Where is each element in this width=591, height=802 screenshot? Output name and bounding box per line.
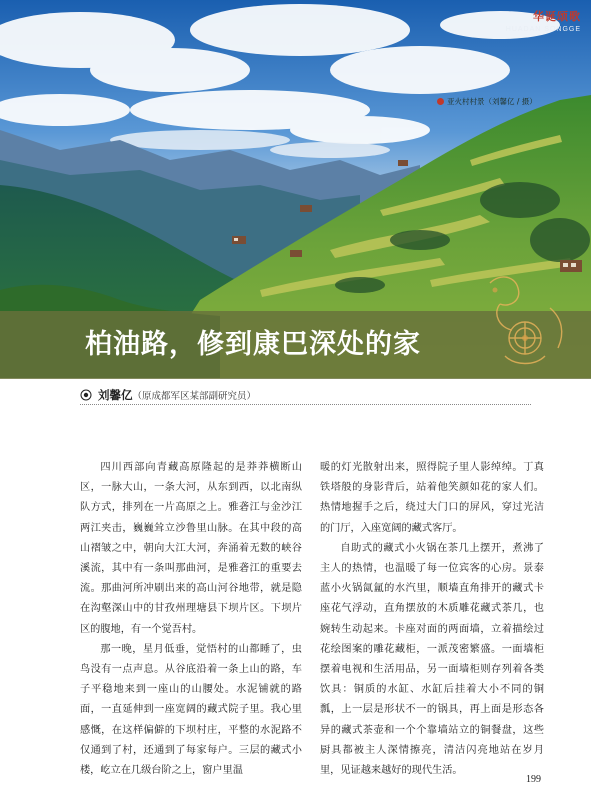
section-tag: [506, 8, 581, 33]
section-title-en: HUADAN SONGGE: [505, 26, 581, 33]
right-column: [320, 458, 544, 781]
section-title: 华诞颂歌: [533, 10, 581, 23]
page-number: 199: [526, 774, 541, 785]
author-name: 刘馨亿: [98, 388, 133, 402]
target-icon: [80, 389, 92, 401]
photo-caption-text: 亚火村村景（刘馨亿 / 摄）: [447, 97, 537, 106]
divider: [80, 404, 531, 405]
paragraph: 暖的灯光散射出来，照得院子里人影绰绰。丁真铁塔般的身影背后，站着他笑颜如花的家人们。热情地握手之后，绕过大门口的屏风，穿过光洁的门厅，入座宽阔的藏式客厅。: [320, 462, 544, 534]
bullet-icon: [437, 98, 444, 105]
article-title: 柏油路，修到康巴深处的家: [85, 329, 421, 360]
paragraph: 自助式的藏式小火锅在茶几上摆开，煮沸了主人的热情，也温暖了每一位宾客的心房。景泰蓝小火锅氤氲的水汽里，顺墙直角排开的藏式卡座花气浮动，直角摆放的木质雕花藏式茶几，也婉转生动起来。卡座对面的两面墙，立着描绘过花绘图案的雕花藏柜，一派茂密繁盛。一面墙柜摆着电视和生活用品，另一面墙柜则存列着各类饮具：铜质的水缸、水缸后挂着大小不同的铜瓢，上一层是形状不一的锅具，再上面是形态各异的藏式茶壶和一个个靠墙站立的铜餐盘，这些厨具都被主人深情擦亮，清洁闪亮地站在岁月里，见证越来越好的现代生活。: [320, 542, 544, 777]
author-role: （原成都军区某部副研究员）: [132, 391, 257, 402]
author-line: [80, 387, 256, 403]
paragraph: 那一晚，星月低垂，觉悟村的山都睡了，虫鸟没有一点声息。从谷底沿着一条上山的路，车子平稳地来到一座山的山腰处。水泥铺就的路面，一直延伸到一座宽阔的藏式院子里。我心里感慨，在这样偏僻的下坝村庄，平整的水泥路不仅通到了村，还通到了每家每户。三层的藏式小楼，屹立在几级台阶之上，窗户里温: [80, 643, 302, 777]
tibetan-ornament-icon: [470, 268, 580, 378]
left-column: [80, 458, 302, 781]
paragraph: 四川西部向青藏高原隆起的是莽莽横断山区，一脉大山，一条大河，从东到西，以北南纵队方式，排列在一片高原之上。雅砻江与金沙江两江夹击，巍巍耸立沙鲁里山脉。在其中段的高山褶皱之中，朝向大江大河，奔涌着无数的峡谷溪流，其中有一条叫那曲河，是雅砻江的重要去流。那曲河所冲刷出来的高山河谷地带，就是隐在沟壑深山中的甘孜州理塘县下坝片区。下坝片区的腹地，有一个觉吾村。: [80, 462, 302, 635]
photo-caption: [437, 96, 537, 107]
